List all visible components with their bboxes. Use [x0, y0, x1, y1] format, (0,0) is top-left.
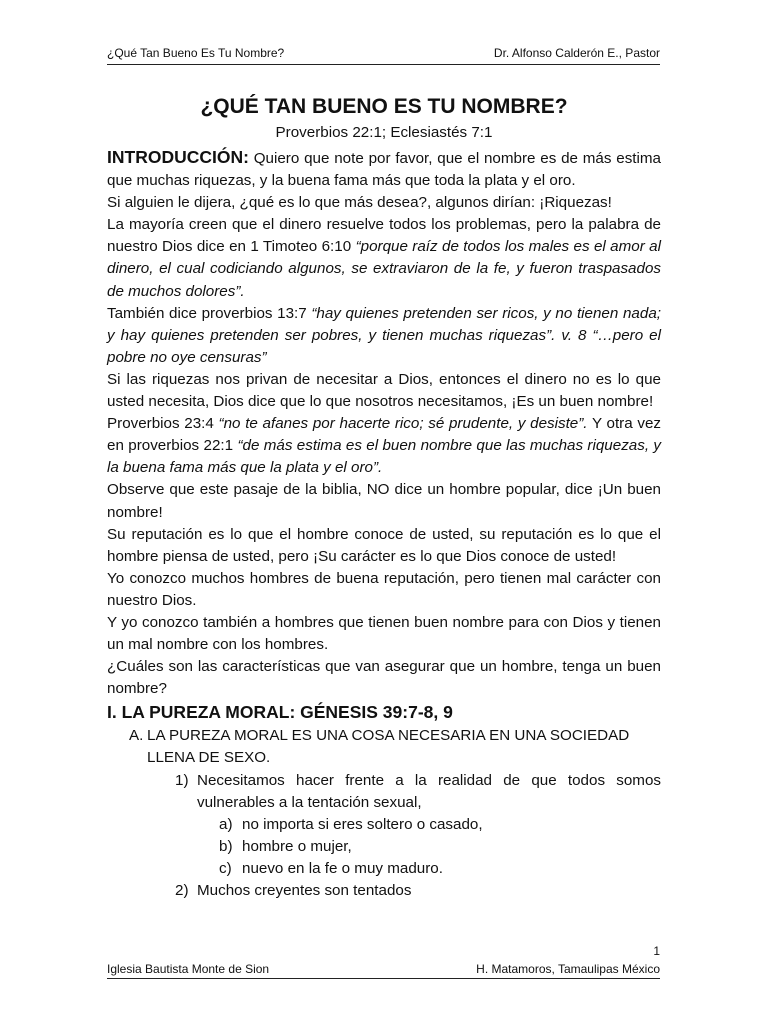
- outline-subitem: [107, 836, 661, 858]
- document-subtitle: Proverbios 22:1; Eclesiastés 7:1: [275, 124, 493, 141]
- outline-marker: a): [219, 815, 233, 833]
- scripture-quote: “no te afanes por hacerte rico; sé prudente, y desiste”.: [218, 415, 588, 433]
- outline-text: LA PUREZA MORAL ES UNA COSA NECESARIA EN UNA SOCIEDAD LLENA DE SEXO.: [147, 727, 630, 767]
- page-footer: [107, 962, 660, 979]
- paragraph: Y yo conozco también a hombres que tienen buen nombre para con Dios y tienen un mal nombre con los hombres.: [107, 613, 661, 654]
- outline-text: hombre o mujer,: [242, 837, 352, 855]
- outline-text: no importa si eres soltero o casado,: [242, 815, 483, 833]
- paragraph: [107, 214, 661, 302]
- paragraph: Yo conozco muchos hombres de buena reputación, pero tienen mal carácter con nuestro Dios.: [107, 569, 661, 609]
- intro-text: Quiero que note por favor, que el nombre es de más estima que muchas riquezas, y la buena fama más que toda la plata y el oro.: [107, 150, 661, 190]
- scripture-quote: “porque raíz de todos los males es el amor al dinero, el cual codiciando algunos, se extraviaron de la fe, y fueron traspasados de muchos dolores”.: [107, 238, 661, 300]
- scripture-quote: “hay quienes pretenden ser ricos, y no tienen nada; y hay quienes pretenden ser pobres, y tienen muchas riquezas”. v. 8 “…pero el pobre no oye censuras”: [107, 304, 661, 366]
- intro-paragraph: [107, 146, 661, 192]
- outline-subitem: [107, 814, 661, 836]
- paragraph: Si alguien le dijera, ¿qué es lo que más desea?, algunos dirían: ¡Riquezas!: [107, 194, 612, 212]
- scripture-quote: “de más estima es el buen nombre que las muchas riquezas, y la buena fama más que la plata y el oro”.: [107, 437, 661, 477]
- header-right: Dr. Alfonso Calderón E., Pastor: [493, 46, 660, 60]
- paragraph-text: Y otra vez en proverbios 22:1: [107, 415, 662, 455]
- paragraph: [107, 413, 661, 479]
- outline-item-a: [107, 725, 661, 769]
- outline-marker: c): [219, 859, 232, 877]
- footer-right: H. Matamoros, Tamaulipas México: [476, 962, 660, 976]
- outline-item-1: [107, 770, 661, 814]
- outline-marker: b): [219, 837, 233, 855]
- outline-marker: 1): [175, 771, 189, 789]
- footer-left: Iglesia Bautista Monte de Sion: [107, 962, 270, 976]
- paragraph: Si las riquezas nos privan de necesitar a Dios, entonces el dinero no es lo que usted necesita, Dios dice que lo que nosotros necesitamos, ¡Es un buen nombre!: [107, 370, 661, 411]
- section-heading: I. LA PUREZA MORAL: GÉNESIS 39:7-8, 9: [107, 702, 453, 723]
- page-number: 1: [653, 944, 660, 958]
- paragraph-text: La mayoría creen que el dinero resuelve todos los problemas, pero la palabra de nuestro Dios dice en 1 Timoteo 6:10: [107, 216, 661, 256]
- page-header: [107, 46, 660, 65]
- header-left: ¿Qué Tan Bueno Es Tu Nombre?: [107, 46, 285, 60]
- document-body: [107, 92, 661, 902]
- paragraph-text: También dice proverbios 13:7: [107, 304, 312, 322]
- paragraph: Observe que este pasaje de la biblia, NO dice un hombre popular, dice ¡Un buen nombre!: [107, 481, 661, 521]
- outline-text: Muchos creyentes son tentados: [197, 882, 412, 899]
- outline-marker: A.: [129, 727, 144, 745]
- outline-subitem: [107, 858, 661, 880]
- paragraph: Su reputación es lo que el hombre conoce de usted, su reputación es lo que el hombre piensa de usted, pero ¡Su carácter es lo que Dios conoce de usted!: [107, 525, 661, 565]
- paragraph: ¿Cuáles son las características que van asegurar que un hombre, tenga un buen nombre?: [107, 658, 661, 698]
- paragraph: [107, 303, 661, 369]
- outline-marker: 2): [175, 882, 189, 899]
- outline-text: nuevo en la fe o muy maduro.: [242, 859, 443, 877]
- intro-heading: INTRODUCCIÓN:: [107, 147, 249, 167]
- document-title: ¿QUÉ TAN BUENO ES TU NOMBRE?: [200, 95, 568, 118]
- outline-item-2: [107, 880, 661, 902]
- paragraph-text: Proverbios 23:4: [107, 415, 219, 433]
- outline-text: Necesitamos hacer frente a la realidad de que todos somos vulnerables a la tentación sexual,: [197, 771, 661, 811]
